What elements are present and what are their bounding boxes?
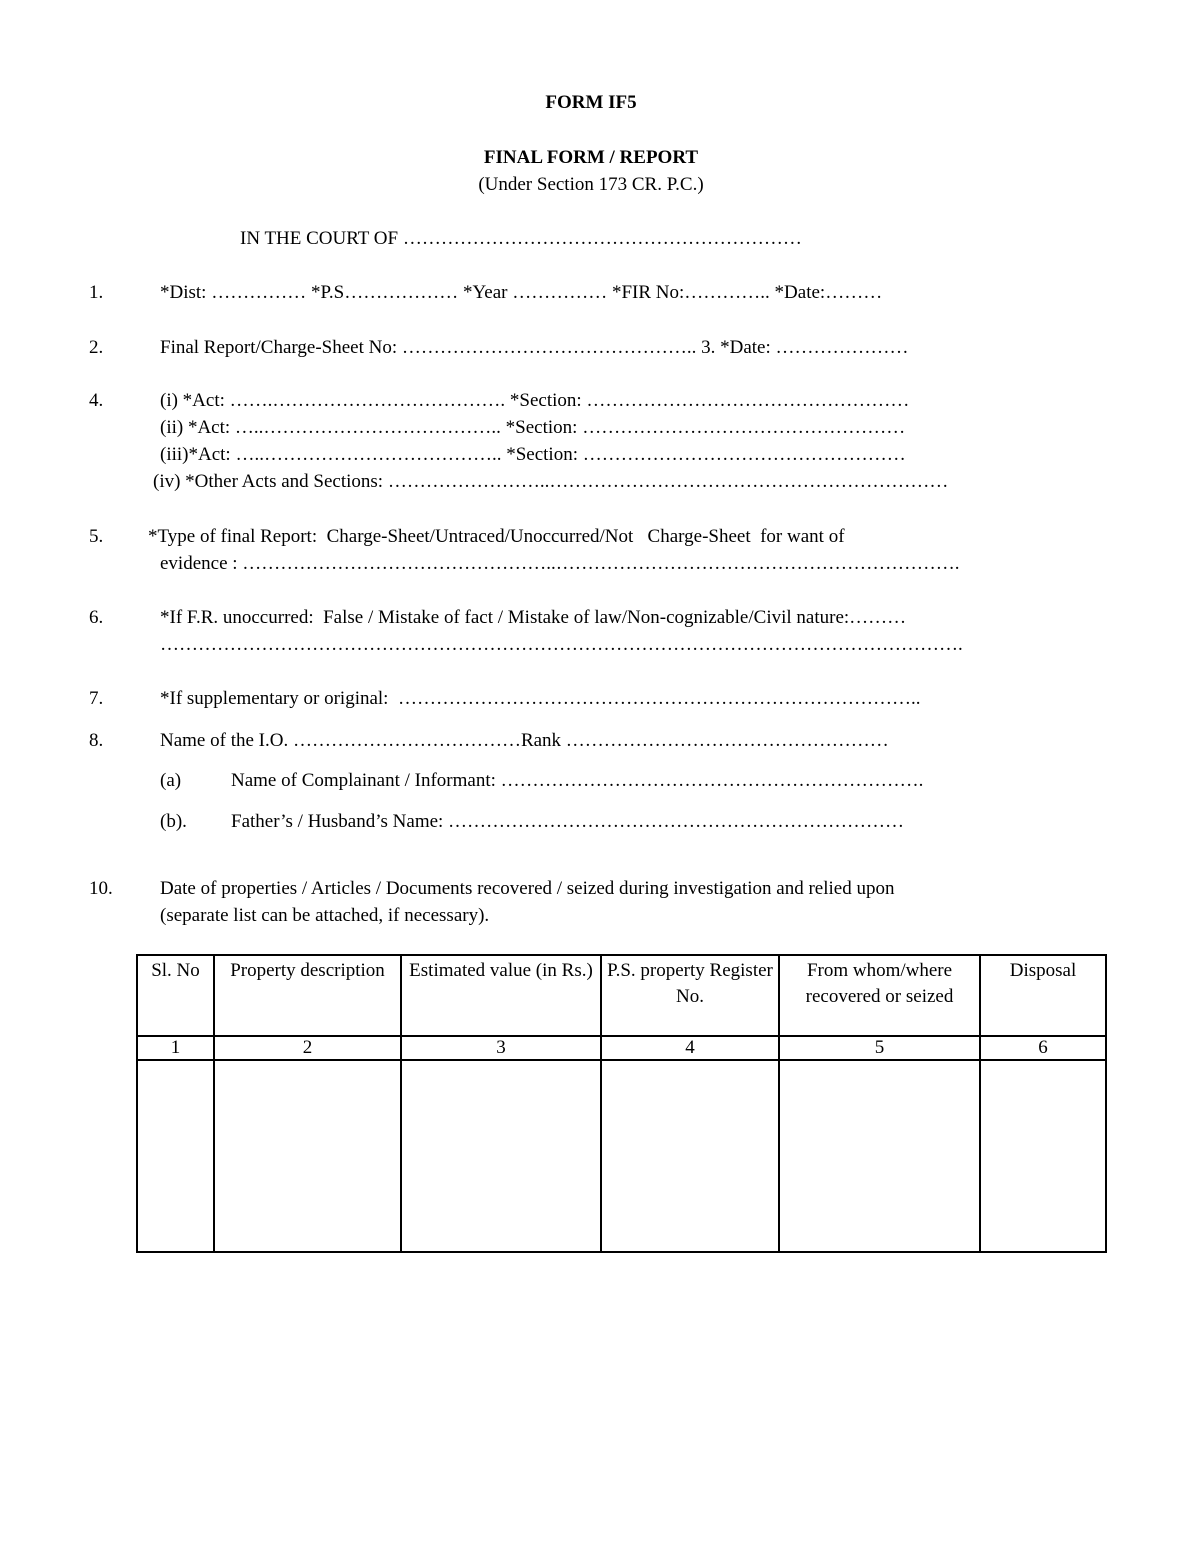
item-8a-label: (a) <box>160 770 182 791</box>
col-index: 5 <box>779 1036 980 1060</box>
item-4-other-acts: (iv) *Other Acts and Sections: ……………………..……………………………………………………… <box>153 471 949 492</box>
header-disposal: Disposal <box>980 955 1106 1036</box>
item-4-act-iii: (iii)*Act: …..……………………………….. *Section: …………………………………………… <box>160 444 906 465</box>
table-index-row <box>137 1036 1106 1060</box>
item-6-dotted-line: ………………………………………………………………………………………………………………. <box>160 634 963 655</box>
form-subtitle: (Under Section 173 CR. P.C.) <box>478 174 704 195</box>
col-index: 3 <box>401 1036 601 1060</box>
item-10-note: (separate list can be attached, if necessary). <box>160 905 490 926</box>
table-row <box>137 1060 1106 1252</box>
item-7-supplementary: *If supplementary or original: ……………………………………………………………………….. <box>160 688 921 709</box>
col-index: 2 <box>214 1036 401 1060</box>
item-5-evidence: evidence : …………………………………………..………………………………………………………. <box>160 553 960 574</box>
item-8-io-name: Name of the I.O. ………………………………Rank …………………………………………… <box>160 730 889 751</box>
property-table <box>136 954 1107 1253</box>
item-4-number: 4. <box>89 390 104 411</box>
table-cell-empty <box>980 1060 1106 1252</box>
col-index: 4 <box>601 1036 779 1060</box>
col-index: 1 <box>137 1036 214 1060</box>
form-id: FORM IF5 <box>545 92 637 113</box>
table-cell-empty <box>137 1060 214 1252</box>
item-4-act-ii: (ii) *Act: …..……………………………….. *Section: …………………………………………… <box>160 417 906 438</box>
item-7-number: 7. <box>89 688 104 709</box>
table-cell-empty <box>214 1060 401 1252</box>
table-header-row <box>137 955 1106 1036</box>
item-6-number: 6. <box>89 607 104 628</box>
item-5-number: 5. <box>89 526 104 547</box>
item-10-description: Date of properties / Articles / Documents recovered / seized during investigation and relied upon <box>160 878 895 899</box>
col-index: 6 <box>980 1036 1106 1060</box>
item-5-type-of-report: *Type of final Report: Charge-Sheet/Untraced/Unoccurred/Not Charge-Sheet for want of <box>148 526 845 547</box>
item-2-fields: Final Report/Charge-Sheet No: ……………………………………….. 3. *Date: ………………… <box>160 337 909 358</box>
item-10-number: 10. <box>89 878 113 899</box>
header-property-description: Property description <box>214 955 401 1036</box>
item-1-fields: *Dist: …………… *P.S……………… *Year …………… *FIR No:………….. *Date:……… <box>160 282 883 303</box>
table-cell-empty <box>401 1060 601 1252</box>
header-from-whom-recovered: From whom/where recovered or seized <box>779 955 980 1036</box>
court-line: IN THE COURT OF ……………………………………………………… <box>240 228 802 249</box>
item-8b-father-husband-name: Father’s / Husband’s Name: ……………………………………………………………… <box>231 811 905 832</box>
item-8a-complainant: Name of Complainant / Informant: …………………………………………………………. <box>231 770 924 791</box>
header-sl-no: Sl. No <box>137 955 214 1036</box>
form-title: FINAL FORM / REPORT <box>483 147 699 168</box>
table-cell-empty <box>779 1060 980 1252</box>
header-ps-register-no: P.S. property Register No. <box>601 955 779 1036</box>
item-4-act-i: (i) *Act: …….………………………………. *Section: …………………………………………… <box>160 390 910 411</box>
item-8b-label: (b). <box>160 811 187 832</box>
header-estimated-value: Estimated value (in Rs.) <box>401 955 601 1036</box>
table-cell-empty <box>601 1060 779 1252</box>
item-1-number: 1. <box>89 282 104 303</box>
item-8-number: 8. <box>89 730 104 751</box>
item-6-unoccurred: *If F.R. unoccurred: False / Mistake of fact / Mistake of law/Non-cognizable/Civil nature:……… <box>160 607 907 628</box>
item-2-number: 2. <box>89 337 104 358</box>
